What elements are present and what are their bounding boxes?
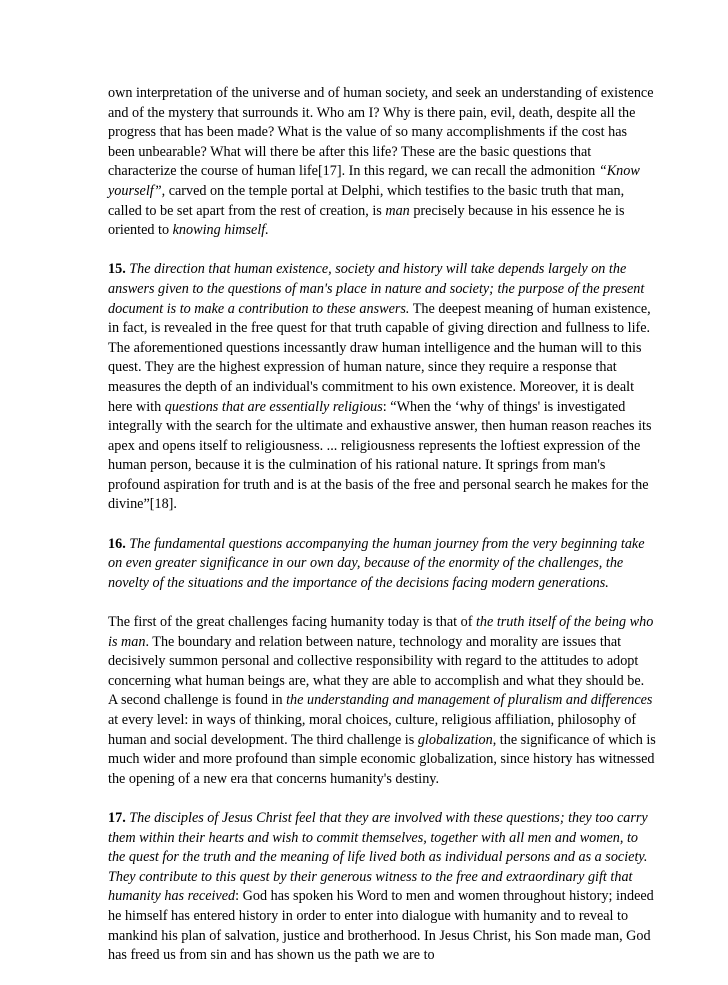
paragraph-16 xyxy=(108,535,656,594)
paragraph-number: 17. xyxy=(108,809,126,826)
document-page xyxy=(108,84,656,985)
text-run: : God has spoken his Word to men and women throughout history; indeed he himself has entered history in order to enter into dialogue with humanity and to reveal to mankind his plan of salvation, justice and brotherhood. In Jesus Christ, his Son made man, God has freed us from sin and has shown us the path we are to xyxy=(108,888,654,964)
text-run: , carved on the temple portal at Delphi, which testifies to the basic truth that man, called to be set apart from the rest of creation, is xyxy=(108,182,625,219)
italic-run: man xyxy=(385,202,410,219)
text-run: : “When the ‘why of things' is investigated integrally with the search for the ultimate and exhaustive answer, then human reason reaches its apex and opens itself to religiousness. ... religiousness represents the loftiest expression of the human person, because it is the culmination of his rational nature. It springs from man's profound aspiration for truth and is at the basis of the free and personal search he makes for the divine”[18]. xyxy=(108,398,652,513)
paragraph-16-continued xyxy=(108,613,656,789)
italic-run: globalization xyxy=(417,731,493,748)
italic-run: the understanding and management of pluralism and differences xyxy=(286,692,653,709)
text-run: at every level: in ways of thinking, moral choices, culture, religious affiliation, philosophy of human and social development. The third challenge is xyxy=(108,712,637,748)
text-run: precisely because in his essence he is oriented to xyxy=(108,202,625,239)
italic-run: questions that are essentially religious xyxy=(164,398,383,415)
text-run: The deepest meaning of human existence, in fact, is revealed in the free quest for that truth capable of giving direction and fullness to life. The aforementioned questions incessantly draw human intelligence and the human will to this quest. They are the highest expression of human nature, since they require a response that measures the depth of an individual's commitment to his own existence. Moreover, it is dealt here with xyxy=(108,300,651,415)
text-run: , the significance of which is much wider and more profound than simple economic globalization, since history has witnessed the opening of a new era that concerns humanity's destiny. xyxy=(108,731,656,787)
text-run: own interpretation of the universe and of human society, and seek an understanding of existence and of the mystery that surrounds it. Who am I? Why is there pain, evil, death, despite all the progress that has been made? What is the value of so many accomplishments if the cost has been unbearable? What will there be after this life? These are the basic questions that characterize the course of human life[17]. In this regard, we can recall the admonition xyxy=(108,85,654,180)
paragraph-continuation xyxy=(108,84,656,241)
italic-run: The fundamental questions accompanying the human journey from the very beginning take on even greater significance in our own day, because of the enormity of the challenges, the novelty of the situations and the importance of the decisions facing modern generations. xyxy=(108,535,645,591)
italic-run: knowing himself. xyxy=(172,222,269,239)
italic-run: the truth itself of the being who is man xyxy=(108,614,654,650)
italic-run: The direction that human existence, society and history will take depends largely on the answers given to the questions of man's place in nature and society; the purpose of the present document is to make a contribution to these answers. xyxy=(108,261,645,317)
text-run: The first of the great challenges facing humanity today is that of xyxy=(108,614,476,631)
text-run: . The boundary and relation between nature, technology and morality are issues that decisively summon personal and collective responsibility with regard to the attitudes to adopt concerning what human beings are, what they are able to accomplish and what they should be. A second challenge is found in xyxy=(108,633,645,709)
italic-run: The disciples of Jesus Christ feel that they are involved with these questions; they too carry them within their hearts and wish to commit themselves, together with all men and women, to the quest for the truth and the meaning of life lived both as individual persons and as a society. They contribute to this quest by their generous witness to the free and extraordinary gift that humanity has received xyxy=(108,809,648,905)
paragraph-number: 15. xyxy=(108,261,126,278)
italic-run: “Know yourself” xyxy=(108,163,640,199)
paragraph-15 xyxy=(108,260,656,515)
paragraph-17 xyxy=(108,809,656,966)
paragraph-number: 16. xyxy=(108,535,126,552)
